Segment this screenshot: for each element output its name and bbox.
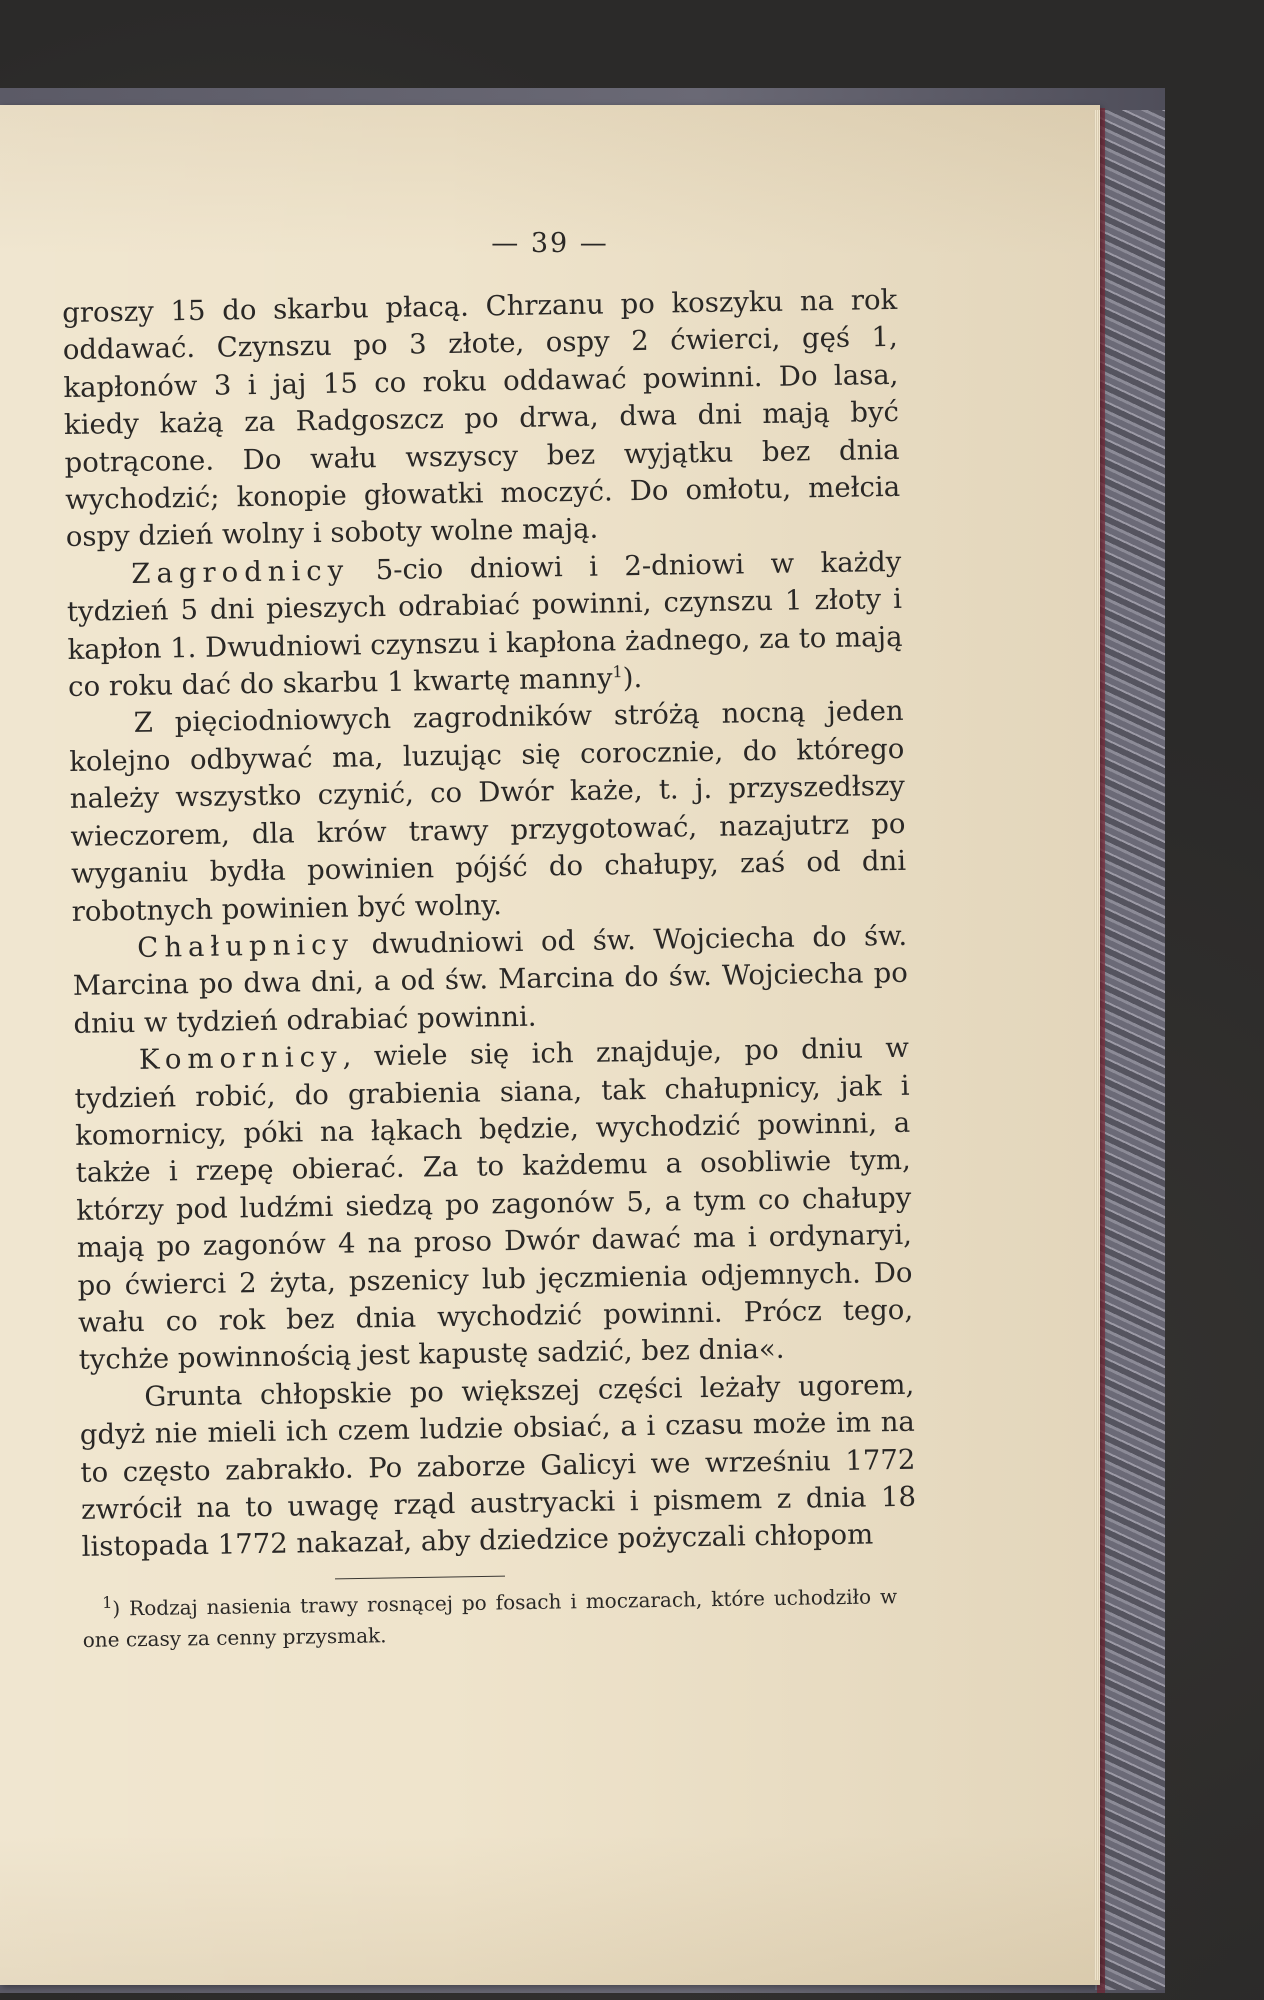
page-number: — 39 —	[491, 228, 609, 259]
paragraph	[72, 918, 909, 1043]
text-run: dwudniowi od św. Wojciecha do św. Marcina po dwa dni, a od św. Marcina do św. Wojciecha po dniu w tydzień odrabiać powinni.	[72, 919, 909, 1040]
body-text	[62, 282, 917, 1567]
paragraph	[62, 282, 901, 557]
page-stack-edge	[1094, 110, 1100, 1980]
footnote-marker: 1	[101, 1592, 113, 1613]
spaced-term: Zagrodnicy	[131, 554, 350, 590]
text-run: Z pięciodniowych zagrodników stróżą nocną jeden kolejno odbywać ma, luzując się corocznie, do którego należy wszystko czynić, co Dwór każe, t. j. przyszedłszy wieczorem, dla krów trawy przygotować, nazajutrz po wyganiu bydła powinien pójść do chałupy, zaś od dni robotnych powinien być wolny.	[69, 695, 907, 928]
paragraph	[79, 1367, 917, 1567]
marbled-cover-edge	[1095, 110, 1165, 1990]
spaced-term: Chałupnicy	[137, 928, 355, 964]
footnote-text: ) Rodzaj nasienia trawy rosnącej po fosach i moczarach, które uchodziło w one czasy za cenny przysmak.	[82, 1584, 898, 1652]
footnote	[82, 1581, 898, 1656]
text-run: , wiele się ich znajduje, po dniu w tydzień robić, do grabienia siana, tak chałupnicy, jak i komornicy, póki na łąkach będzie, wychodzić powinni, a także i rzepę obierać. Za to każdemu a osobliwie tym, którzy pod ludźmi siedzą po zagonów 5, a tym co chałupy mają po zagonów 4 na proso Dwór dawać ma i ordynaryi, po ćwierci 2 żyta, pszenicy lub jęczmienia odjemnych. Do wału co rok bez dnia wychodzić powinni. Prócz tego, tychże powinnością jest kapustę sadzić, bez dnia«.	[74, 1031, 914, 1377]
footnote-ref: 1	[612, 662, 623, 682]
paragraph	[74, 1030, 914, 1380]
paragraph	[68, 693, 906, 931]
text-run: groszy 15 do skarbu płacą. Chrzanu po koszyku na rok oddawać. Czynszu po 3 złote, ospy 2 ćwierci, gęś 1, kapłonów 3 i jaj 15 co roku oddawać powinni. Do lasa, kiedy każą za Radgoszcz po drwa, dwa dni mają być potrącone. Do wału wszyscy bez wyjątku bez dnia wychodzić; konopie głowatki moczyć. Do omłotu, mełcia ospy dzień wolny i soboty wolne mają.	[62, 283, 901, 554]
text-run: 5-cio dniowi i 2-dniowi w każdy tydzień 5 dni pieszych odrabiać powinni, czynszu 1 złoty i kapłon 1. Dwudniowi czynszu i kapłona żadnego, za to mają co roku dać do skarbu 1 kwartę manny	[66, 545, 903, 704]
paragraph	[66, 544, 903, 707]
text-run: Grunta chłopskie po większej części leżały ugorem, gdyż nie mieli ich czem ludzie obsiać, a i czasu może im na to często zabrakło. Po zaborze Galicyi we wrześniu 1772 zwrócił na to uwagę rząd austryacki i pismem z dnia 18 listopada 1772 nakazał, aby dziedzice pożyczali chłopom	[79, 1368, 917, 1564]
spaced-term: Komornicy	[138, 1040, 343, 1077]
text-run: ).	[622, 661, 643, 695]
